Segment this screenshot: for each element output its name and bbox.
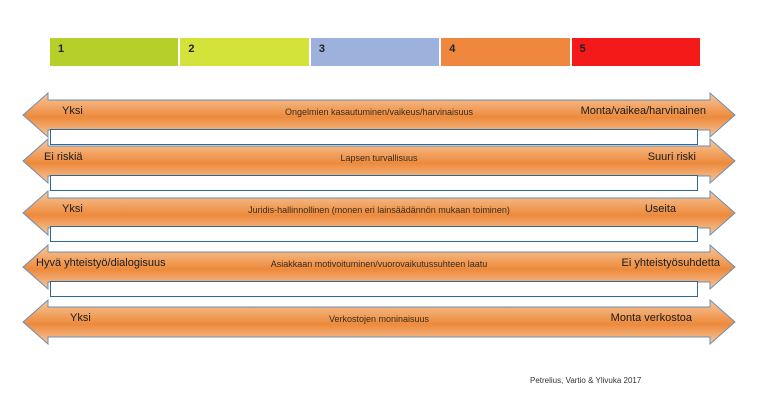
arrow-center-label: Verkostojen moninaisuus bbox=[328, 314, 430, 324]
arrow-left-label: Yksi bbox=[70, 312, 91, 324]
blank-box bbox=[50, 281, 698, 297]
arrow-left-label: Yksi bbox=[62, 105, 83, 117]
arrow-center-label: Asiakkaan motivoituminen/vuorovaikutussuhteen laatu bbox=[270, 259, 488, 269]
scale-segment-2: 2 bbox=[180, 38, 310, 66]
arrow-right-label: Useita bbox=[644, 203, 676, 215]
source-credit: Petrelius, Vartio & Ylivuka 2017 bbox=[530, 376, 642, 385]
arrow-right-label: Monta verkostoa bbox=[610, 312, 692, 324]
arrow-left-label: Hyvä yhteistyö/dialogisuus bbox=[36, 257, 166, 269]
arrow-right-label: Suuri riski bbox=[647, 151, 696, 163]
blank-box bbox=[50, 226, 698, 242]
arrow-row-networks bbox=[22, 299, 736, 345]
blank-box bbox=[50, 175, 698, 191]
arrow-left-label: Ei riskiä bbox=[44, 151, 83, 163]
scale-segment-4: 4 bbox=[441, 38, 571, 66]
arrow-center-label: Lapsen turvallisuus bbox=[340, 153, 418, 163]
arrow-left-label: Yksi bbox=[62, 203, 83, 215]
scale-segment-3: 3 bbox=[311, 38, 441, 66]
scale-segment-5: 5 bbox=[572, 38, 700, 66]
arrow-right-label: Monta/vaikea/harvinainen bbox=[580, 105, 706, 117]
arrow-center-label: Ongelmien kasautuminen/vaikeus/harvinaisuus bbox=[284, 107, 474, 117]
scale-segment-1: 1 bbox=[50, 38, 180, 66]
scale-bar bbox=[50, 38, 700, 66]
arrow-right-label: Ei yhteistyösuhdetta bbox=[621, 257, 720, 269]
arrow-center-label: Juridis-hallinnollinen (monen eri lainsäädännön mukaan toiminen) bbox=[248, 205, 510, 215]
